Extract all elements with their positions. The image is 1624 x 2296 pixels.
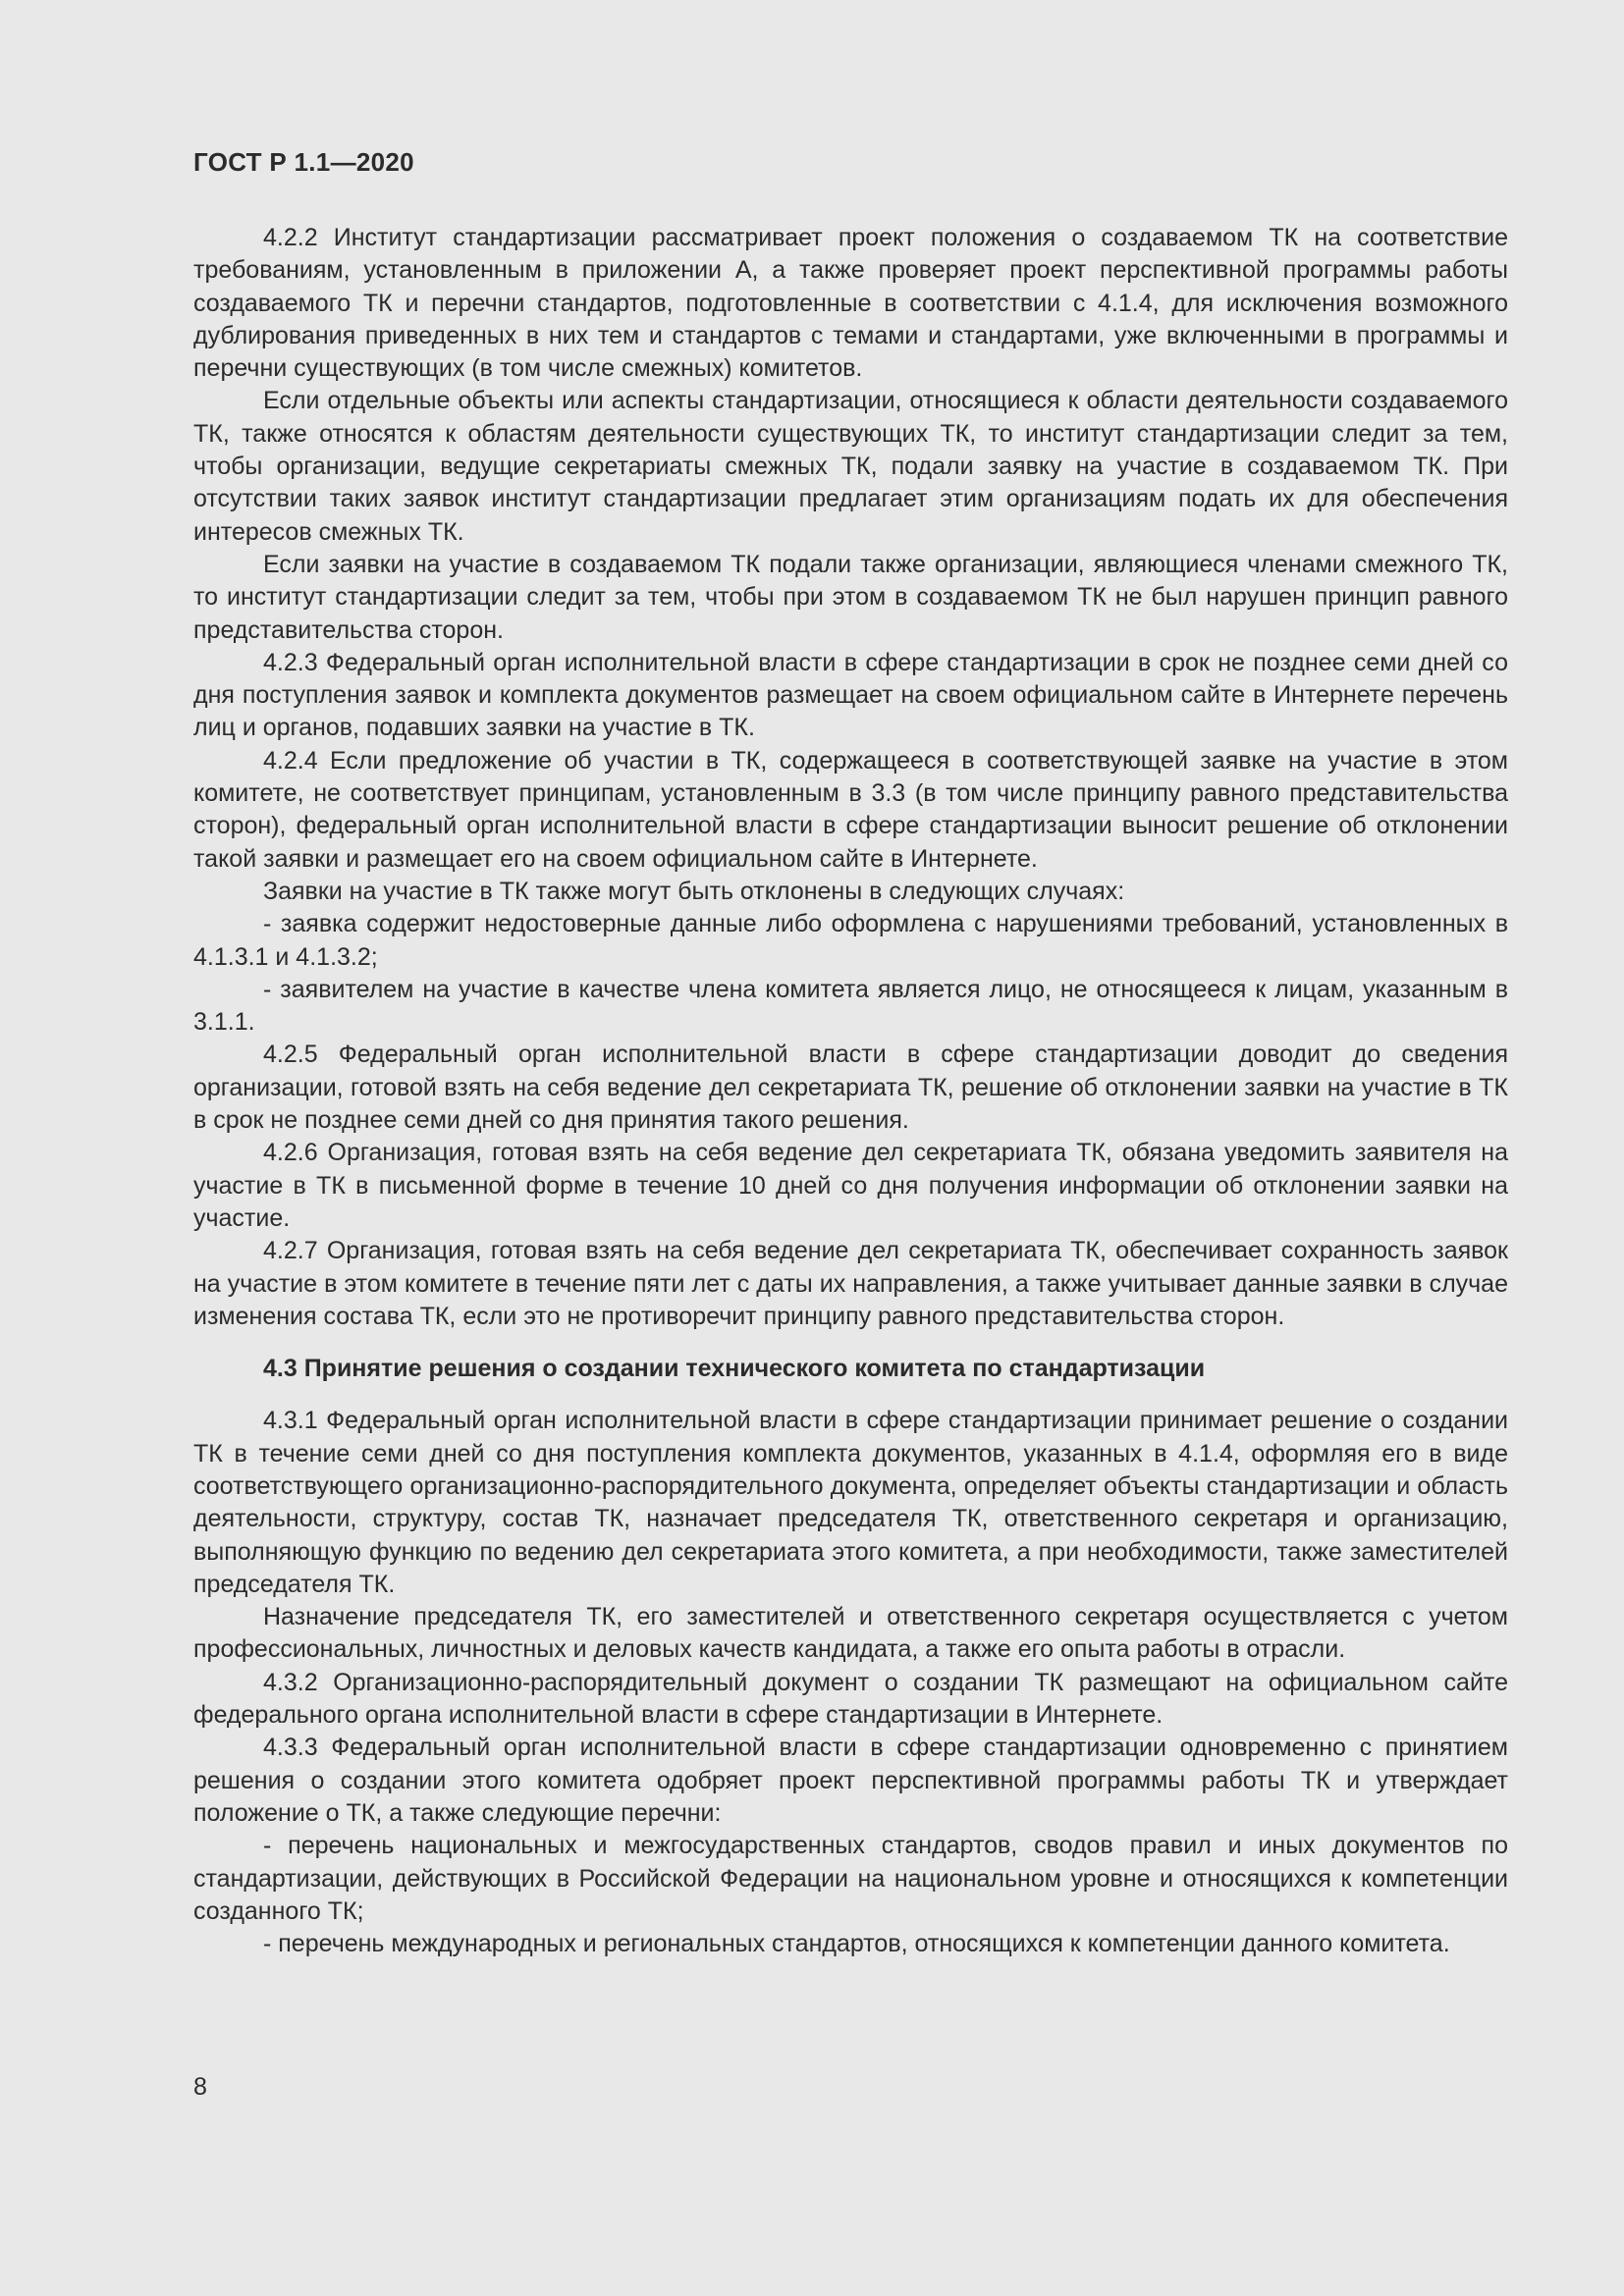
paragraph: Если отдельные объекты или аспекты стандартизации, относящиеся к области деятельности создаваемого ТК, также относятся к областям деятельности существующих ТК, то институт стандартизации следит за тем, чтобы организации, ведущие секретариаты смежных ТК, подали заявку на участие в создаваемом ТК. При отсутствии таких заявок институт стандартизации предлагает этим организациям подать их для обеспечения интересов смежных ТК. — [193, 387, 1508, 546]
paragraph: Заявки на участие в ТК также могут быть отклонены в следующих случаях: — [263, 877, 1125, 905]
paragraph-4-2-3: 4.2.3 Федеральный орган исполнительной власти в сфере стандартизации в срок не позднее семи дней со дня поступления заявок и комплекта документов размещает на своем официальном сайте в Интернете перечень лиц и органов, подавших заявки на участие в ТК. — [193, 648, 1508, 742]
list-item: - перечень национальных и межгосударственных стандартов, сводов правил и иных документов по стандартизации, действующих в Российской Федерации на национальном уровне и относящихся к компетенции созданного ТК; — [193, 1832, 1508, 1925]
document-body — [193, 222, 1508, 1960]
paragraph-4-3-3: 4.3.3 Федеральный орган исполнительной власти в сфере стандартизации одновременно с принятием решения о создании этого комитета одобряет проект перспективной программы работы ТК и утверждает положение о ТК, а также следующие перечни: — [193, 1734, 1508, 1827]
paragraph-4-2-2: 4.2.2 Институт стандартизации рассматривает проект положения о создаваемом ТК на соответствие требованиям, установленным в приложении А, а также проверяет проект перспективной программы работы создаваемого ТК и перечни стандартов, подготовленные в соответствии с 4.1.4, для исключения возможного дублирования приведенных в них тем и стандартов с темами и стандартами, уже включенными в программы и перечни существующих (в том числе смежных) комитетов. — [193, 224, 1508, 383]
list-item: - перечень международных и региональных стандартов, относящихся к компетенции данного комитета. — [263, 1930, 1450, 1958]
paragraph-4-2-6: 4.2.6 Организация, готовая взять на себя ведение дел секретариата ТК, обязана уведомить заявителя на участие в ТК в письменной форме в течение 10 дней со дня получения информации об отклонении заявки на участие. — [193, 1139, 1508, 1232]
paragraph: Если заявки на участие в создаваемом ТК подали также организации, являющиеся членами смежного ТК, то институт стандартизации следит за тем, чтобы при этом в создаваемом ТК не был нарушен принцип равного представительства сторон. — [193, 550, 1508, 644]
paragraph-4-2-7: 4.2.7 Организация, готовая взять на себя ведение дел секретариата ТК, обеспечивает сохранность заявок на участие в этом комитете в течение пяти лет с даты их направления, а также учитывает данные заявки в случае изменения состава ТК, если это не противоречит принципу равного представительства сторон. — [193, 1237, 1508, 1330]
page-number: 8 — [193, 2073, 207, 2101]
paragraph-4-3-1: 4.3.1 Федеральный орган исполнительной власти в сфере стандартизации принимает решение о создании ТК в течение семи дней со дня поступления комплекта документов, указанных в 4.1.4, оформляя его в виде соответствующего организационно-распорядительного документа, определяет объекты стандартизации и область деятельности, структуру, состав ТК, назначает председателя ТК, ответственного секретаря и организацию, выполняющую функцию по ведению дел секретариата этого комитета, а при необходимости, также заместителей председателя ТК. — [193, 1407, 1508, 1598]
section-heading-4-3: 4.3 Принятие решения о создании технического комитета по стандартизации — [263, 1355, 1206, 1383]
paragraph-4-2-5: 4.2.5 Федеральный орган исполнительной власти в сфере стандартизации доводит до сведения организации, готовой взять на себя ведение дел секретариата ТК, решение об отклонении заявки на участие в ТК в срок не позднее семи дней со дня принятия такого решения. — [193, 1041, 1508, 1135]
list-item: - заявителем на участие в качестве члена комитета является лицо, не относящееся к лицам, указанным в 3.1.1. — [193, 975, 1508, 1037]
document-title: ГОСТ Р 1.1—2020 — [193, 147, 414, 177]
paragraph-4-3-2: 4.3.2 Организационно-распорядительный документ о создании ТК размещают на официальном сайте федерального органа исполнительной власти в сфере стандартизации в Интернете. — [193, 1668, 1508, 1730]
paragraph-4-2-4: 4.2.4 Если предложение об участии в ТК, содержащееся в соответствующей заявке на участие в этом комитете, не соответствует принципам, установленным в 3.3 (в том числе принципу равного представительства сторон), федеральный орган исполнительной власти в сфере стандартизации выносит решение об отклонении такой заявки и размещает его на своем официальном сайте в Интернете. — [193, 746, 1508, 873]
list-item: - заявка содержит недостоверные данные либо оформлена с нарушениями требований, установленных в 4.1.3.1 и 4.1.3.2; — [193, 910, 1508, 971]
paragraph: Назначение председателя ТК, его заместителей и ответственного секретаря осуществляется с учетом профессиональных, личностных и деловых качеств кандидата, а также его опыта работы в отрасли. — [193, 1603, 1508, 1664]
